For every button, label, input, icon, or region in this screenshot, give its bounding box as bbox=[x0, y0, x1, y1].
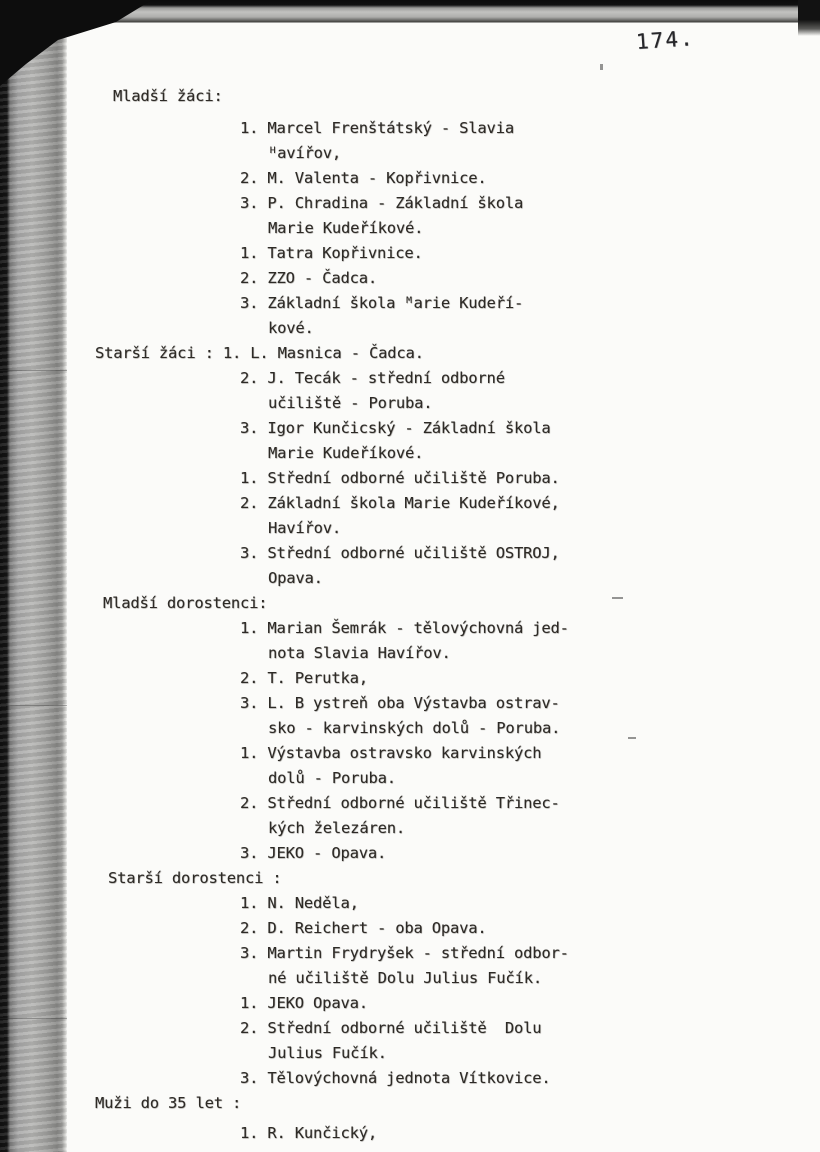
document-line: Starší žáci : 1. L. Masnica - Čadca. bbox=[95, 344, 424, 362]
document-line: 1. Střední odborné učiliště Poruba. bbox=[240, 469, 560, 487]
document-line: 1. JEKO Opava. bbox=[240, 994, 368, 1012]
document-line: nota Slavia Havířov. bbox=[268, 644, 451, 662]
document-line: 2. Střední odborné učiliště Dolu bbox=[240, 1019, 542, 1037]
scan-speck bbox=[612, 597, 623, 599]
document-line: Mladší dorostenci: bbox=[103, 594, 268, 612]
document-line: dolů - Poruba. bbox=[268, 769, 396, 787]
document-line: 3. Střední odborné učiliště OSTROJ, bbox=[240, 544, 560, 562]
document-line: učiliště - Poruba. bbox=[268, 394, 433, 412]
document-line: Muži do 35 let : bbox=[95, 1094, 242, 1112]
document-line: Opava. bbox=[268, 569, 323, 587]
document-line: 1. N. Neděla, bbox=[240, 894, 359, 912]
document-line: né učiliště Dolu Julius Fučík. bbox=[268, 969, 542, 987]
document-line: 1. R. Kunčický, bbox=[240, 1124, 377, 1142]
scan-speck bbox=[628, 737, 636, 739]
document-line: Marie Kudeříkové. bbox=[268, 444, 424, 462]
document-line: 3. Martin Frydryšek - střední odbor- bbox=[240, 944, 569, 962]
document-line: Havířov. bbox=[268, 519, 342, 537]
document-line: 3. JEKO - Opava. bbox=[240, 844, 387, 862]
document-line: Starší dorostenci : bbox=[108, 869, 282, 887]
page-number: 174. bbox=[635, 25, 696, 55]
scan-speck bbox=[600, 64, 603, 70]
document-line: 2. J. Tecák - střední odborné bbox=[240, 369, 505, 387]
document-line: Julius Fučík. bbox=[268, 1044, 387, 1062]
document-line: sko - karvinských dolů - Poruba. bbox=[268, 719, 561, 737]
document-line: Mladší žáci: bbox=[113, 87, 223, 105]
document-line: 2. Základní škola Marie Kudeříkové, bbox=[240, 494, 560, 512]
document-line: 1. Výstavba ostravsko karvinských bbox=[240, 744, 542, 762]
document-line: 1. Marcel Frenštátský - Slavia bbox=[240, 119, 514, 137]
document-line: 2. D. Reichert - oba Opava. bbox=[240, 919, 487, 937]
document-line: kých železáren. bbox=[268, 819, 405, 837]
document-line: 3. Igor Kunčicský - Základní škola bbox=[240, 419, 551, 437]
document-line: Marie Kudeříkové. bbox=[268, 219, 424, 237]
document-line: 1. Marian Šemrák - tělovýchovná jed- bbox=[240, 619, 569, 637]
document-line: 2. M. Valenta - Kopřivnice. bbox=[240, 169, 487, 187]
document-line: 3. P. Chradina - Základní škola bbox=[240, 194, 524, 212]
document-line: ᴴavířov, bbox=[268, 144, 342, 162]
document-line: 1. Tatra Kopřivnice. bbox=[240, 244, 423, 262]
document-line: 2. ZZO - Čadca. bbox=[240, 269, 377, 287]
document-line: 3. L. B ystreň oba Výstavba ostrav- bbox=[240, 694, 560, 712]
document-line: 2. Střední odborné učiliště Třinec- bbox=[240, 794, 560, 812]
document-line: 3. Základní škola ᴹarie Kudeří- bbox=[240, 294, 524, 312]
document-line: 2. T. Perutka, bbox=[240, 669, 368, 687]
document-line: kové. bbox=[268, 319, 314, 337]
document-line: 3. Tělovýchovná jednota Vítkovice. bbox=[240, 1069, 551, 1087]
